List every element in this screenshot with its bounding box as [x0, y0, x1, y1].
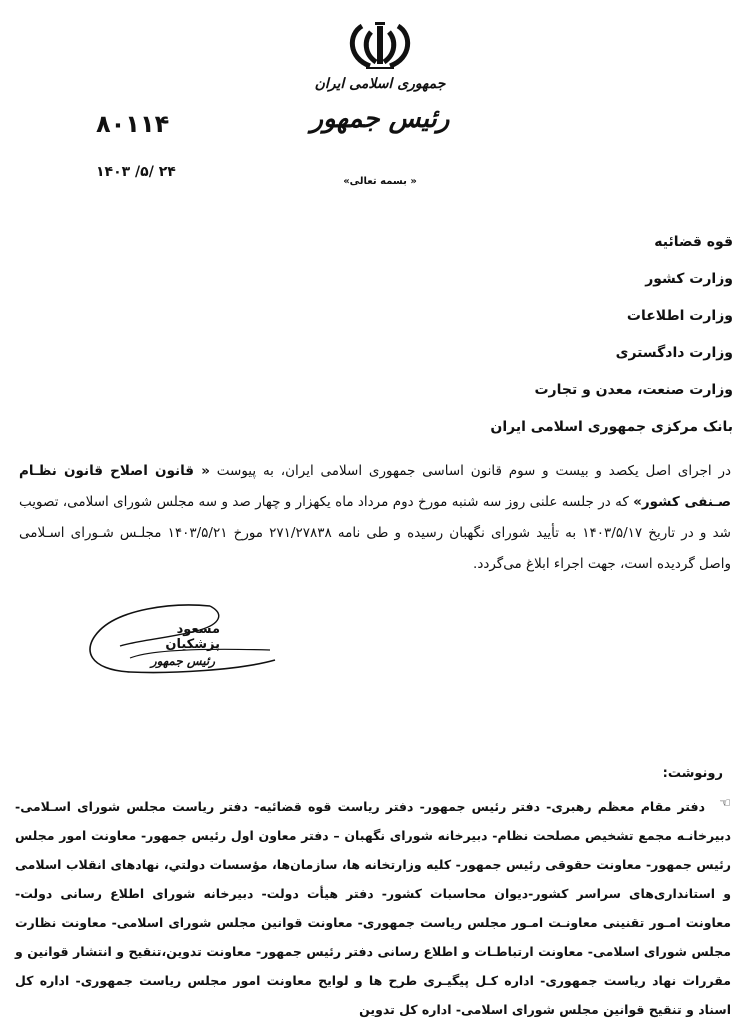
letterhead-country: جمهوری اسلامی ایران: [314, 76, 446, 92]
recipient: وزارت کشور: [645, 271, 733, 287]
recipient: بانک مرکزی جمهوری اسلامی ایران: [490, 419, 733, 435]
letterhead-office: رئیس جمهور: [310, 104, 450, 134]
iran-emblem-icon: [340, 20, 420, 72]
pointing-hand-icon: ☜: [719, 796, 731, 811]
signer-name: مسعود پزشکیان: [165, 622, 220, 652]
body-part-1: در اجرای اصل یکصد و بیست و سوم قانون اساسی جمهوری اسلامی ایران، به پیوست: [216, 463, 731, 479]
recipient: وزارت صنعت، معدن و تجارت: [534, 382, 733, 398]
letter-body: [19, 456, 731, 580]
recipient: وزارت دادگستری: [615, 345, 733, 361]
body-part-2: که در جلسه علنی روز سه شنبه مورخ دوم مرداد ماه یکهزار و چهار صد و سه مجلس شورای اسلامی، تصویب شد و در تاریخ ۱۴۰۳/۵/۱۷ به تأیید شورای نگهبان رسیده و طی نامه ۲۷۱/۲۷۸۳۸ مورخ ۱۴۰۳/۵/۲۱ مجلـس شـورای اسـلامی واصل گردیده است، جهت اجراء ابلاغ می‌گردد.: [19, 494, 731, 572]
letter-date: ۱۴۰۳ /۵/ ۲۴: [96, 164, 176, 180]
recipients-list: [333, 224, 733, 446]
cc-recipients: دفتر مقام معظم رهبری- دفتر رئیس جمهور- دفتر ریاست قوه قضائیه- دفتر ریاست مجلس شورای اسـلامی- دبیرخانـه مجمع تشخیص مصلحت نظام- دبیرخانه شورای نگهبان – دفتر معاون اول رئیس جمهور- معاونت امور مجلس رئیس جمهور- معاونت حقوقی رئیس جمهور- کلیه وزارتخانه ها، سازمان‌ها، مؤسسات دولتي، نهادهای انقلاب اسلامی و استانداری‌های سراسر کشور-دیوان محاسبات کشور- دفتر هیأت دولت- دبیرخانه شورای اطلاع رسانی دولت- معاونت امـور تقنینی معاونـت امـور مجلس ریاست جمهوری- معاونت قوانین مجلس شورای اسلامی- معاونت نظارت مجلس شورای اسلامی- معاونت ارتباطـات و اطلاع رسانی دفتر رئیس جمهور- معاونت تدوین،تنقیح و انتشار قوانین و مقررات نهاد ریاست جمهوری- اداره کـل پیگیـری طرح ها و لوایح معاونت امور مجلس ریاست جمهوری- اداره کل اسناد و تنقیح قوانین مجلس شورای اسلامی- اداره کل تدوین: [15, 799, 731, 1017]
signer-title: رئیس جمهور: [150, 654, 215, 668]
recipient: وزارت اطلاعات: [626, 308, 733, 324]
recipient: قوه قضائیه: [654, 234, 733, 250]
basmala: « بسمه تعالی»: [343, 176, 417, 187]
letter-number: ۸۰۱۱۴: [96, 110, 170, 138]
cc-title: رونوشت:: [662, 766, 723, 781]
law-title: « قانون اصلاح قانون نظـام صـنفی کشور»: [19, 463, 732, 510]
